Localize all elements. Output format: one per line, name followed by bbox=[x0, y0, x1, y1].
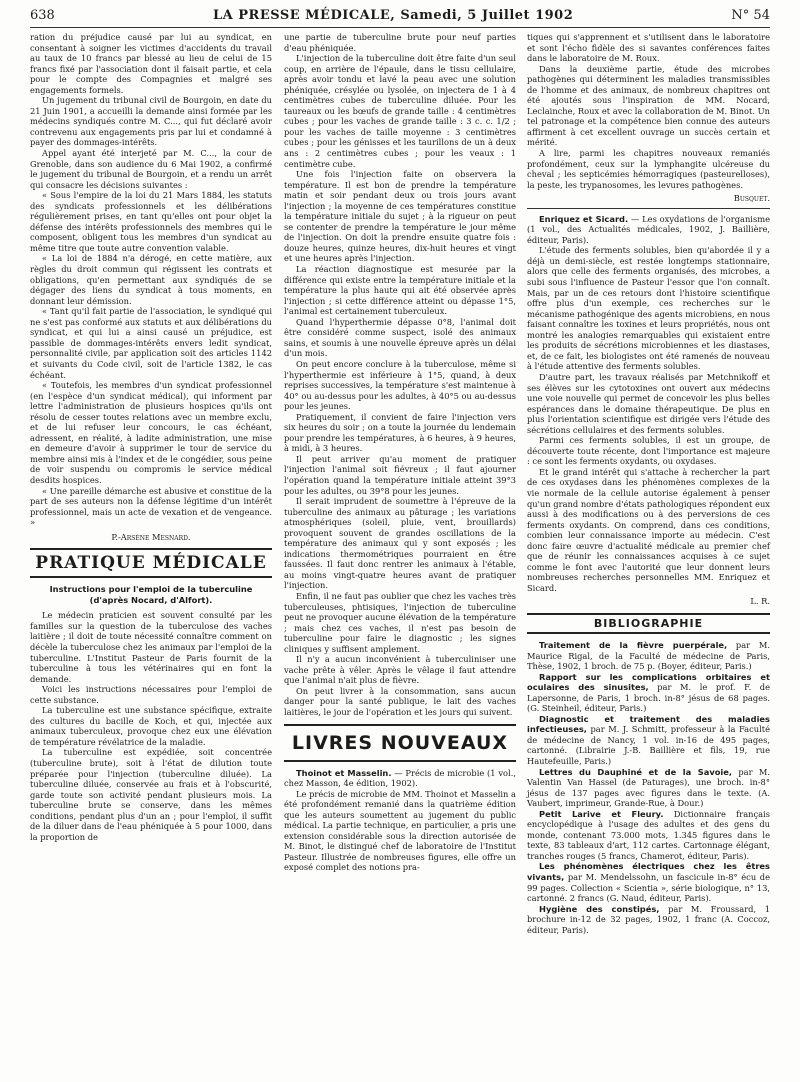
paragraph: « Sous l'empire de la loi du 21 Mars 1884, les statuts des syndicats professionnels et les délibérations régulièrement prises, en tant qu'elles ont pour objet la défense des intérêts professionnels des membres qui le composent, obligent tous les membres d'un syndicat au même titre que toute autre convention valable. bbox=[30, 190, 272, 253]
paragraph: On peut livrer à la consommation, sans aucun danger pour la santé publique, le lait des vaches laitières, le jour de l'opération et les jours qui suivent. bbox=[284, 685, 516, 717]
bib-title: Les phénomènes électriques chez les êtres vivants, bbox=[527, 861, 770, 883]
paragraph: Voici les instructions nécessaires pour l'emploi de cette substance. bbox=[30, 684, 272, 705]
paragraph: Quand l'hyperthermie dépasse 0°8, l'animal doit être considéré comme suspect, isolé des animaux sains, et soumis à une nouvelle épreuve après un délai d'un mois. bbox=[284, 316, 516, 359]
bib-title: Lettres du Dauphiné et de la Savoie, bbox=[539, 766, 733, 777]
book-details: — Précis de microbie (1 vol., chez Masson, 4e édition, 1902). bbox=[284, 767, 516, 789]
journal-title: LA PRESSE MÉDICALE, Samedi, 5 Juillet 1902 bbox=[213, 7, 574, 23]
paragraph: La tuberculine est une substance spécifique, extraite des cultures du bacille de Koch, et qui, injectée aux animaux tuberculeux, provoque chez eux une élévation de température révélatrice de la maladie. bbox=[30, 705, 272, 747]
bib-entry bbox=[527, 640, 770, 672]
paragraph: Appel ayant été interjeté par M. C..., la cour de Grenoble, dans son audience du 6 Mai 1902, a confirmé le jugement du tribunal de Bourgoin, et a rendu un arrêt qui consacre les décisions suivantes : bbox=[30, 148, 272, 190]
section-title-bibliographie: BIBLIOGRAPHIE bbox=[527, 613, 770, 634]
paragraph: Et le grand intérêt qui s'attache à rechercher la part de ces oxydases dans les phénomènes complexes de la vie normale de la cellule autorise également à penser qu'un grand nombre d'états pathologiques répondent eux aussi à des modifications ou à des perversions de ces ferments oxydants. On comprend, dans ces conditions, combien leur connaissance importe au médecin. C'est donc faire œuvre d'actualité médicale au premier chef que de réunir les connaissances acquises à ce sujet comme le font avec l'autorité que leur donnent leurs nombreuses recherches personnelles MM. Enriquez et Sicard. bbox=[527, 466, 770, 593]
article-subhead: Instructions pour l'emploi de la tuberculine (d'après Nocard, d'Alfort). bbox=[49, 584, 253, 605]
bib-entry bbox=[527, 809, 770, 862]
book-details: — Les oxydations de l'organisme (1 vol., des Actualités médicales, 1902, J. Baillière, éditeur, Paris). bbox=[527, 213, 770, 245]
book-title: Enriquez et Sicard. bbox=[539, 213, 629, 224]
column-middle bbox=[284, 32, 516, 873]
bib-title: Petit Larive et Fleury. bbox=[539, 808, 664, 819]
bib-details: par M. Mendelssohn, un fascicule in-8° écu de 99 pages. Collection « Scientia », série biologique, n° 13, cartonné. 2 francs (G. Naud, éditeur, Paris). bbox=[527, 872, 770, 904]
paragraph: une partie de tuberculine brute pour neuf parties d'eau phéniquée. bbox=[284, 32, 516, 53]
bib-title: Hygiène des constipés, bbox=[539, 903, 660, 914]
paragraph: L'étude des ferments solubles, bien qu'abordée il y a déjà un demi-siècle, est restée longtemps stationnaire, alors que celle des ferments organisés, des microbes, a subi sous l'influence de Pasteur l'essor que l'on connaît. Mais, par un de ces retours dont l'histoire scientifique offre plus d'un exemple, ces recherches sur le mécanisme pathogénique des agents microbiens, en nous faisant connaître les toxines et leurs propriétés, nous ont montré les analogies remarquables qui existaient entre les produits de sécrétions microbiennes et les diastases, et, de ce fait, les biologistes ont été ramenés de nouveau à l'étude attentive des ferments solubles. bbox=[527, 245, 770, 372]
paragraph: ration du préjudice causé par lui au syndicat, en consentant à soigner les victimes d'accidents du travail au taux de 10 francs par blessé au lieu de celui de 15 francs fixé par l'association dont il faisait partie, et cela pour le compte des Compagnies et malgré ses engagements formels. bbox=[30, 32, 272, 95]
column-left bbox=[30, 32, 272, 842]
paragraph: La réaction diagnostique est mesurée par la différence qui existe entre la température initiale et la température la plus haute qui ait été observée après l'injection ; si cette différence atteint ou dépasse 1°5, l'animal est certainement tuberculeux. bbox=[284, 264, 516, 317]
bib-title: Traitement de la fièvre puerpérale, bbox=[539, 639, 728, 650]
paragraph: Enfin, il ne faut pas oublier que chez les vaches très tuberculeuses, phtisiques, l'injection de tuberculine peut ne provoquer aucune élévation de la température ; mais chez ces vaches, il n'est pas besoin de tuberculine pour faire le diagnostic ; les signes cliniques y suffisent amplement. bbox=[284, 590, 516, 654]
paragraph: L'injection de la tuberculine doit être faite d'un seul coup, en arrière de l'épaule, dans le tissu cellulaire, après avoir tondu et lavé la peau avec une solution phéniquée, crésylée ou lysolée, on injectera de 1 à 4 centimètres cubes de tuberculine diluée. Pour les taureaux ou les bœufs de grande taille : 4 centimètres cubes ; pour les vaches de grande taille : 3 c. c. 1/2 ; pour les vaches de taille moyenne : 3 centimètres cubes ; pour les génisses et les taurillons de un à deux ans : 2 centimètres cubes ; pour les veaux : 1 centimètre cube. bbox=[284, 53, 516, 169]
paragraph: On peut encore conclure à la tuberculose, même si l'hyperthermie est inférieure à 1°5, quand, à deux reprises successives, la température s'est maintenue à 40° ou au-dessus pour les adultes, à 40°5 ou au-dessus pour les jeunes. bbox=[284, 358, 516, 412]
paragraph: Il n'y a aucun inconvénient à tuberculiniser une vache prête à vêler. Après le vêlage il faut attendre que l'animal n'ait plus de fièvre. bbox=[284, 654, 516, 686]
bib-entry bbox=[527, 904, 770, 936]
bib-details: par M. Froussard, 1 brochure in-12 de 32 pages, 1902, 1 franc (A. Coccoz, éditeur, Paris). bbox=[527, 903, 770, 935]
book-title: Thoinot et Masselin. bbox=[296, 767, 392, 778]
author-signature: P.-Arsène Mesnard. bbox=[111, 531, 191, 542]
paragraph: Le précis de microbie de MM. Thoinot et Masselin a été profondément remanié dans la quatrième édition que les auteurs soumettent au jugement du public médical. La partie technique, en particulier, a pris une extension considérable sous la direction autorisée de M. Binot, le distingué chef de laboratoire de l'Institut Pasteur. Illustrée de nombreuses figures, elle offre un exposé complet des notions pra- bbox=[284, 788, 516, 873]
issue-number: N° 54 bbox=[731, 7, 770, 23]
paragraph: « Une pareille démarche est abusive et constitue de la part de ses auteurs non la défense légitime d'un intérêt professionnel, mais un acte de vexation et de vengeance. » bbox=[30, 485, 272, 528]
section-title-livres: LIVRES NOUVEAUX bbox=[284, 724, 516, 762]
paragraph: Un jugement du tribunal civil de Bourgoin, en date du 21 Juin 1901, a accueilli la demande ainsi formée par les médecins syndiqués contre M. C..., qui fut déclaré avoir contrevenu aux engagements pris par lui et condamné à payer des dommages-intérêts. bbox=[30, 95, 272, 148]
bib-entry bbox=[527, 861, 770, 903]
paragraph: Dans la deuxième partie, étude des microbes pathogènes qui déterminent les maladies transmissibles de l'homme et des animaux, de nombreux chapitres ont été ajoutés sous l'inspiration de MM. Nocard, Leclainche, Roux et avec la collaboration de M. Binot. Un tel patronage et la compétence bien connue des auteurs affirment à cet excellent ouvrage un succès certain et mérité. bbox=[527, 63, 770, 148]
reviewer-signature: L. R. bbox=[750, 596, 770, 607]
book-entry bbox=[284, 768, 516, 789]
bib-details: par M. J. Schmitt, professeur à la Faculté de médecine de Nancy, 1 vol. in-16 de 495 pages, cartonné. (Librairie J.-B. Baillière et fils, 19, rue Hautefeuille, Paris.) bbox=[527, 724, 770, 766]
bib-details: par M. Valentin Van Hassel (de Paturages), une broch. in-8° jésus de 137 pages avec figures dans le texte. (A. Vaubert, imprimeur, Grande-Rue, à Dour.) bbox=[527, 766, 770, 809]
bib-details: par M. le prof. F. de Lapersonne, de Paris, 1 broch. in-8° jésus de 68 pages. (G. Steinheil, éditeur, Paris.) bbox=[527, 682, 770, 714]
book-entry bbox=[527, 214, 770, 246]
paragraph: Le médecin praticien est souvent consulté par les familles sur la question de la tuberculose des vaches laitière ; il doit de toute nécessité connaître comment on décèle la tuberculose chez les animaux par l'emploi de la tuberculine. L'Institut Pasteur de Paris fournit de la tuberculine à tous les vétérinaires qui en font la demande. bbox=[30, 610, 272, 684]
paragraph: Une fois l'injection faite on observera la température. Il est bon de prendre la température matin et soir pendant deux ou trois jours avant l'injection ; la moyenne de ces températures constitue la température initiale du sujet ; à la rigueur on peut se contenter de prendre la température le jour même de l'injection. On doit la prendre ensuite quatre fois : douze heures, quinze heures, dix-huit heures et vingt et une heures après l'injection. bbox=[284, 169, 516, 264]
paragraph: Parmi ces ferments solubles, il est un groupe, de découverte toute récente, dont l'importance est majeure : ce sont les ferments oxydants, ou oxydases. bbox=[527, 435, 770, 467]
page-header bbox=[30, 3, 770, 28]
bib-entry bbox=[527, 767, 770, 809]
divider bbox=[527, 208, 770, 209]
section-title-pratique: PRATIQUE MÉDICALE bbox=[30, 548, 272, 578]
paragraph: « Toutefois, les membres d'un syndicat professionnel (en l'espèce d'un syndicat médical), qui informent par lettre l'administration de plusieurs hospices qu'ils ont résolu de cesser toutes relations avec un membre exclu, et de lui refuser leur concours, le cas échéant, adressent, en réalité, à ladite administration, une mise en demeure d'avoir à supprimer le tour de service du membre ainsi mis à l'index et de le congédier, sous peine de voir suspendu ou compromis le service médical desdits hospices. bbox=[30, 380, 272, 485]
paragraph: « La loi de 1884 n'a dérogé, en cette matière, aux règles du droit commun qui régissent les contrats et obligations, qu'en permettant aux syndiqués de se dégager des liens du syndicat à tous moments, en donnant leur démission. bbox=[30, 253, 272, 306]
paragraph: La tuberculine est expédiée, soit concentrée (tuberculine brute), soit à l'état de dilution toute préparée pour l'injection (tuberculine diluée). La tuberculine diluée, conservée au frais et à l'obscurité, garde toute son activité pendant plusieurs mois. La tuberculine brute se conserve, dans les mêmes conditions, pendant plus d'un an ; pour l'emploi, il suffit de la diluer dans de l'eau phéniquée à 5 pour 1000, dans la proportion de bbox=[30, 747, 272, 842]
bib-entry bbox=[527, 672, 770, 714]
paragraph: Il peut arriver qu'au moment de pratiquer l'injection l'animal soit fiévreux ; il faut ajourner l'opération quand la température initiale atteint 39°3 pour les adultes, ou 39°8 pour les jeunes. bbox=[284, 453, 516, 496]
bib-title: Diagnostic et traitement des maladies infectieuses, bbox=[527, 713, 770, 735]
paragraph: A lire, parmi les chapitres nouveaux remaniés profondément, ceux sur la lymphangite ulcéreuse du cheval ; les septicémies hémorragiques (pasteurelloses), la peste, les trypanosomes, les levures pathogènes. bbox=[527, 148, 770, 190]
bib-entry bbox=[527, 714, 770, 767]
column-right bbox=[527, 32, 770, 935]
bib-details: par M. Maurice Rigal, de la Faculté de médecine de Paris, Thèse, 1902, 1 broch. de 75 p. (Boyer, éditeur, Paris.) bbox=[527, 639, 770, 672]
paragraph: Pratiquement, il convient de faire l'injection vers six heures du soir ; on a toute la journée du lendemain pour prendre les températures, à 6 heures, à 9 heures, à midi, à 3 heures. bbox=[284, 411, 516, 454]
paragraph: tiques qui s'apprennent et s'utilisent dans le laboratoire et sont l'écho fidèle des si savantes conférences faites dans le laboratoire de M. Roux. bbox=[527, 32, 770, 64]
paragraph: D'autre part, les travaux réalisés par Metchnikoff et ses élèves sur les cytotoxines ont ouvert aux médecins une voie nouvelle qui permet de concevoir les plus belles espérances dans le domaine thérapeutique. De plus en plus l'orientation scientifique est dirigée vers l'étude des sécrétions cellulaires et des ferments solubles. bbox=[527, 371, 770, 435]
paragraph: « Tant qu'il fait partie de l'association, le syndiqué qui ne s'est pas conformé aux statuts et aux délibérations du syndicat, et qui lui a ainsi causé un préjudice, est passible de dommages-intérêts envers ledit syndicat, personnalité civile, par application soit des articles 1142 et suivants du Code civil, soit de l'article 1382, le cas échéant. bbox=[30, 306, 272, 380]
reviewer-signature: Busquet. bbox=[733, 193, 770, 204]
bib-details: Dictionnaire français encyclopédique à l'usage des adultes et des gens du monde, contenant 73.000 mots, 1.345 figures dans le texte, 83 tableaux d'art, 112 cartes. Cartonnage élégant, tranches rouges (5 francs, Chamerot, éditeur, Paris). bbox=[527, 808, 770, 861]
bib-title: Rapport sur les complications orbitaires et oculaires des sinusites, bbox=[527, 671, 770, 693]
paragraph: Il serait imprudent de soumettre à l'épreuve de la tuberculine des animaux au pâturage ; les variations atmosphériques (soleil, pluie, vent, brouillards) provoquent souvent de grandes oscillations de la température des animaux qui y sont exposés ; les indications thermométriques pourraient en être faussées. Il faut donc rentrer les animaux à l'étable, au moins vingt-quatre heures avant de pratiquer l'injection. bbox=[284, 496, 516, 591]
page-number: 638 bbox=[30, 7, 55, 23]
